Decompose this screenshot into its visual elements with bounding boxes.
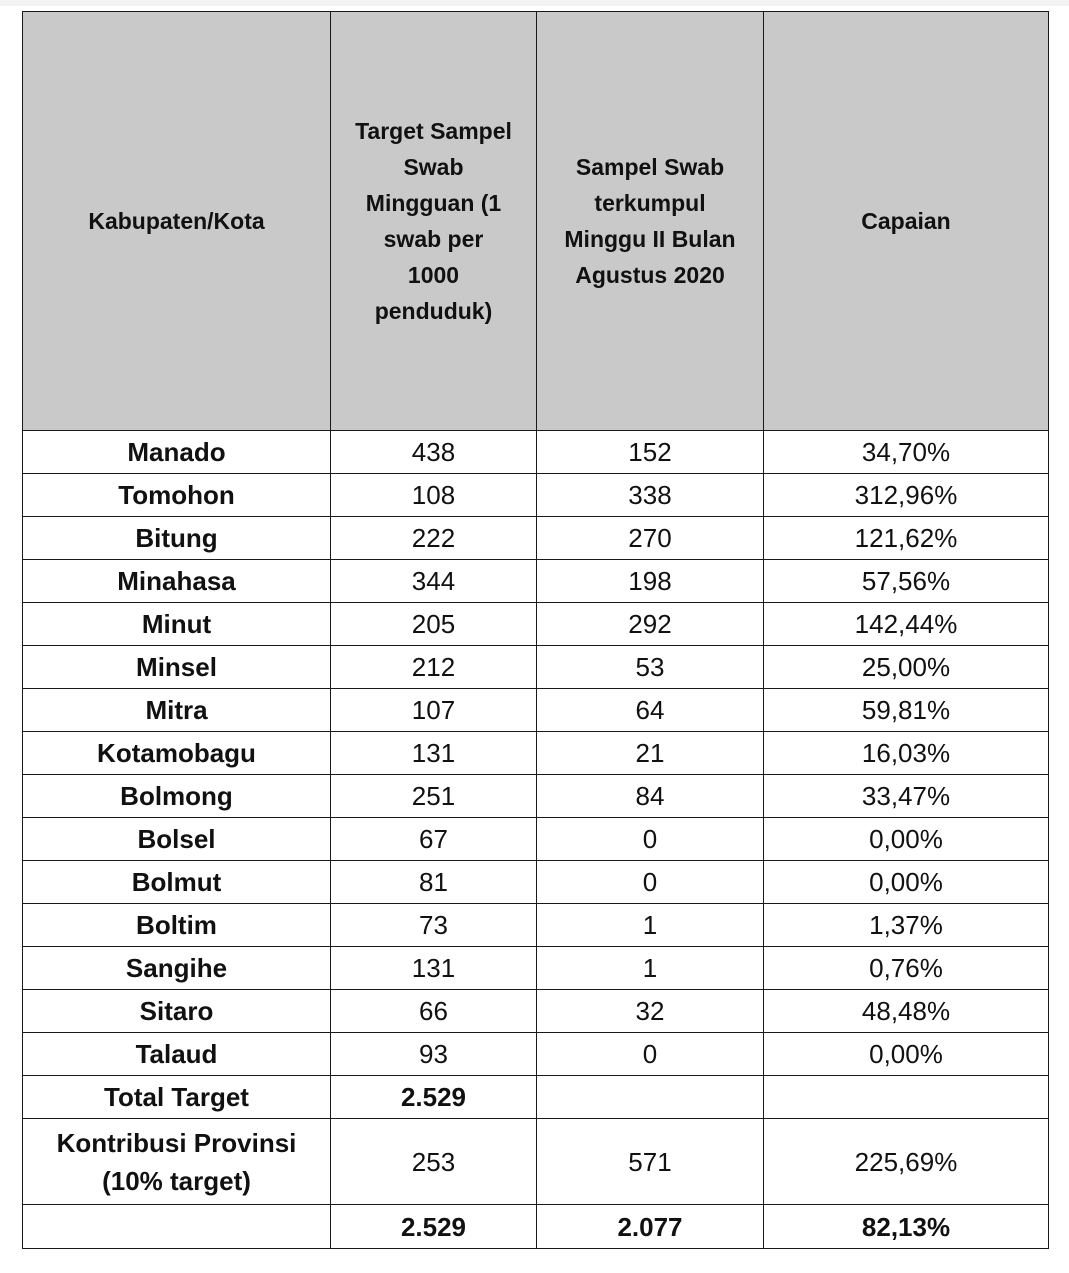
cell-name: Manado: [23, 431, 331, 474]
cell-name: Sangihe: [23, 947, 331, 990]
cell-collected: 84: [537, 775, 764, 818]
table-row: [23, 990, 1049, 1033]
header-row: [23, 12, 1049, 431]
province-contribution-row: [23, 1119, 1049, 1205]
cell-target: 93: [331, 1033, 537, 1076]
province-achievement: 225,69%: [764, 1119, 1049, 1205]
header-line: Agustus 2020: [575, 262, 725, 288]
header-line: penduduk): [374, 298, 493, 324]
cell-target: 108: [331, 474, 537, 517]
cell-name: Bolmong: [23, 775, 331, 818]
cell-achievement: 0,00%: [764, 861, 1049, 904]
table-row: [23, 1033, 1049, 1076]
cell-name: Bitung: [23, 517, 331, 560]
cell-target: 67: [331, 818, 537, 861]
header-line: Kabupaten/Kota: [88, 208, 265, 234]
cell-target: 131: [331, 732, 537, 775]
header-sampel-terkumpul: [537, 12, 764, 431]
cell-target: 131: [331, 947, 537, 990]
cell-target: 251: [331, 775, 537, 818]
cell-name: Sitaro: [23, 990, 331, 1033]
grand-total-collected: 2.077: [537, 1205, 764, 1249]
empty-cell: [764, 1076, 1049, 1119]
header-line: Swab: [403, 154, 464, 180]
cell-achievement: 33,47%: [764, 775, 1049, 818]
cell-name: Talaud: [23, 1033, 331, 1076]
cell-achievement: 0,00%: [764, 1033, 1049, 1076]
cell-achievement: 1,37%: [764, 904, 1049, 947]
cell-name: Minahasa: [23, 560, 331, 603]
cell-target: 212: [331, 646, 537, 689]
cell-collected: 1: [537, 904, 764, 947]
cell-achievement: 121,62%: [764, 517, 1049, 560]
cell-collected: 0: [537, 818, 764, 861]
cell-achievement: 25,00%: [764, 646, 1049, 689]
header-line: Mingguan (1: [365, 190, 502, 216]
province-target: 253: [331, 1119, 537, 1205]
province-label-line: Kontribusi Provinsi: [56, 1127, 297, 1158]
table-row: [23, 646, 1049, 689]
grand-total-achievement: 82,13%: [764, 1205, 1049, 1249]
cell-achievement: 312,96%: [764, 474, 1049, 517]
table-row: [23, 431, 1049, 474]
cell-target: 344: [331, 560, 537, 603]
cell-target: 222: [331, 517, 537, 560]
cell-collected: 0: [537, 861, 764, 904]
header-target-sampel: [331, 12, 537, 431]
header-capaian: [764, 12, 1049, 431]
cell-collected: 32: [537, 990, 764, 1033]
cell-name: Minut: [23, 603, 331, 646]
cell-collected: 270: [537, 517, 764, 560]
province-label-line: (10% target): [102, 1165, 251, 1196]
cell-name: Minsel: [23, 646, 331, 689]
empty-cell: [23, 1205, 331, 1249]
cell-collected: 338: [537, 474, 764, 517]
table-row: [23, 947, 1049, 990]
table-row: [23, 861, 1049, 904]
total-target-label: Total Target: [23, 1076, 331, 1119]
table-row: [23, 732, 1049, 775]
header-line: 1000: [407, 262, 460, 288]
cell-name: Kotamobagu: [23, 732, 331, 775]
cell-target: 81: [331, 861, 537, 904]
header-line: Minggu II Bulan: [564, 226, 736, 252]
cell-collected: 292: [537, 603, 764, 646]
table-row: [23, 818, 1049, 861]
empty-cell: [537, 1076, 764, 1119]
cell-name: Boltim: [23, 904, 331, 947]
cell-achievement: 16,03%: [764, 732, 1049, 775]
cell-achievement: 0,76%: [764, 947, 1049, 990]
table-row: [23, 603, 1049, 646]
cell-name: Mitra: [23, 689, 331, 732]
total-target-row: [23, 1076, 1049, 1119]
header-line: swab per: [383, 226, 484, 252]
table-row: [23, 474, 1049, 517]
cell-achievement: 48,48%: [764, 990, 1049, 1033]
cell-achievement: 142,44%: [764, 603, 1049, 646]
total-target-value: 2.529: [331, 1076, 537, 1119]
province-label: [23, 1119, 331, 1205]
grand-total-target: 2.529: [331, 1205, 537, 1249]
cell-collected: 1: [537, 947, 764, 990]
table-row: [23, 560, 1049, 603]
cell-target: 107: [331, 689, 537, 732]
table-row: [23, 517, 1049, 560]
table-row: [23, 775, 1049, 818]
cell-target: 66: [331, 990, 537, 1033]
cell-collected: 64: [537, 689, 764, 732]
top-shade: [0, 0, 1069, 6]
cell-collected: 0: [537, 1033, 764, 1076]
header-kabupaten-kota: [23, 12, 331, 431]
cell-collected: 21: [537, 732, 764, 775]
header-line: terkumpul: [594, 190, 706, 216]
cell-achievement: 34,70%: [764, 431, 1049, 474]
cell-achievement: 57,56%: [764, 560, 1049, 603]
table-row: [23, 689, 1049, 732]
header-line: Target Sampel: [355, 118, 512, 144]
cell-target: 73: [331, 904, 537, 947]
header-line: Sampel Swab: [575, 154, 725, 180]
table-row: [23, 904, 1049, 947]
cell-collected: 198: [537, 560, 764, 603]
province-collected: 571: [537, 1119, 764, 1205]
header-line: Capaian: [861, 208, 951, 234]
cell-collected: 152: [537, 431, 764, 474]
cell-achievement: 0,00%: [764, 818, 1049, 861]
cell-target: 205: [331, 603, 537, 646]
cell-collected: 53: [537, 646, 764, 689]
grand-total-row: [23, 1205, 1049, 1249]
cell-achievement: 59,81%: [764, 689, 1049, 732]
cell-name: Bolmut: [23, 861, 331, 904]
swab-sample-table: [22, 11, 1049, 1249]
cell-target: 438: [331, 431, 537, 474]
cell-name: Tomohon: [23, 474, 331, 517]
cell-name: Bolsel: [23, 818, 331, 861]
